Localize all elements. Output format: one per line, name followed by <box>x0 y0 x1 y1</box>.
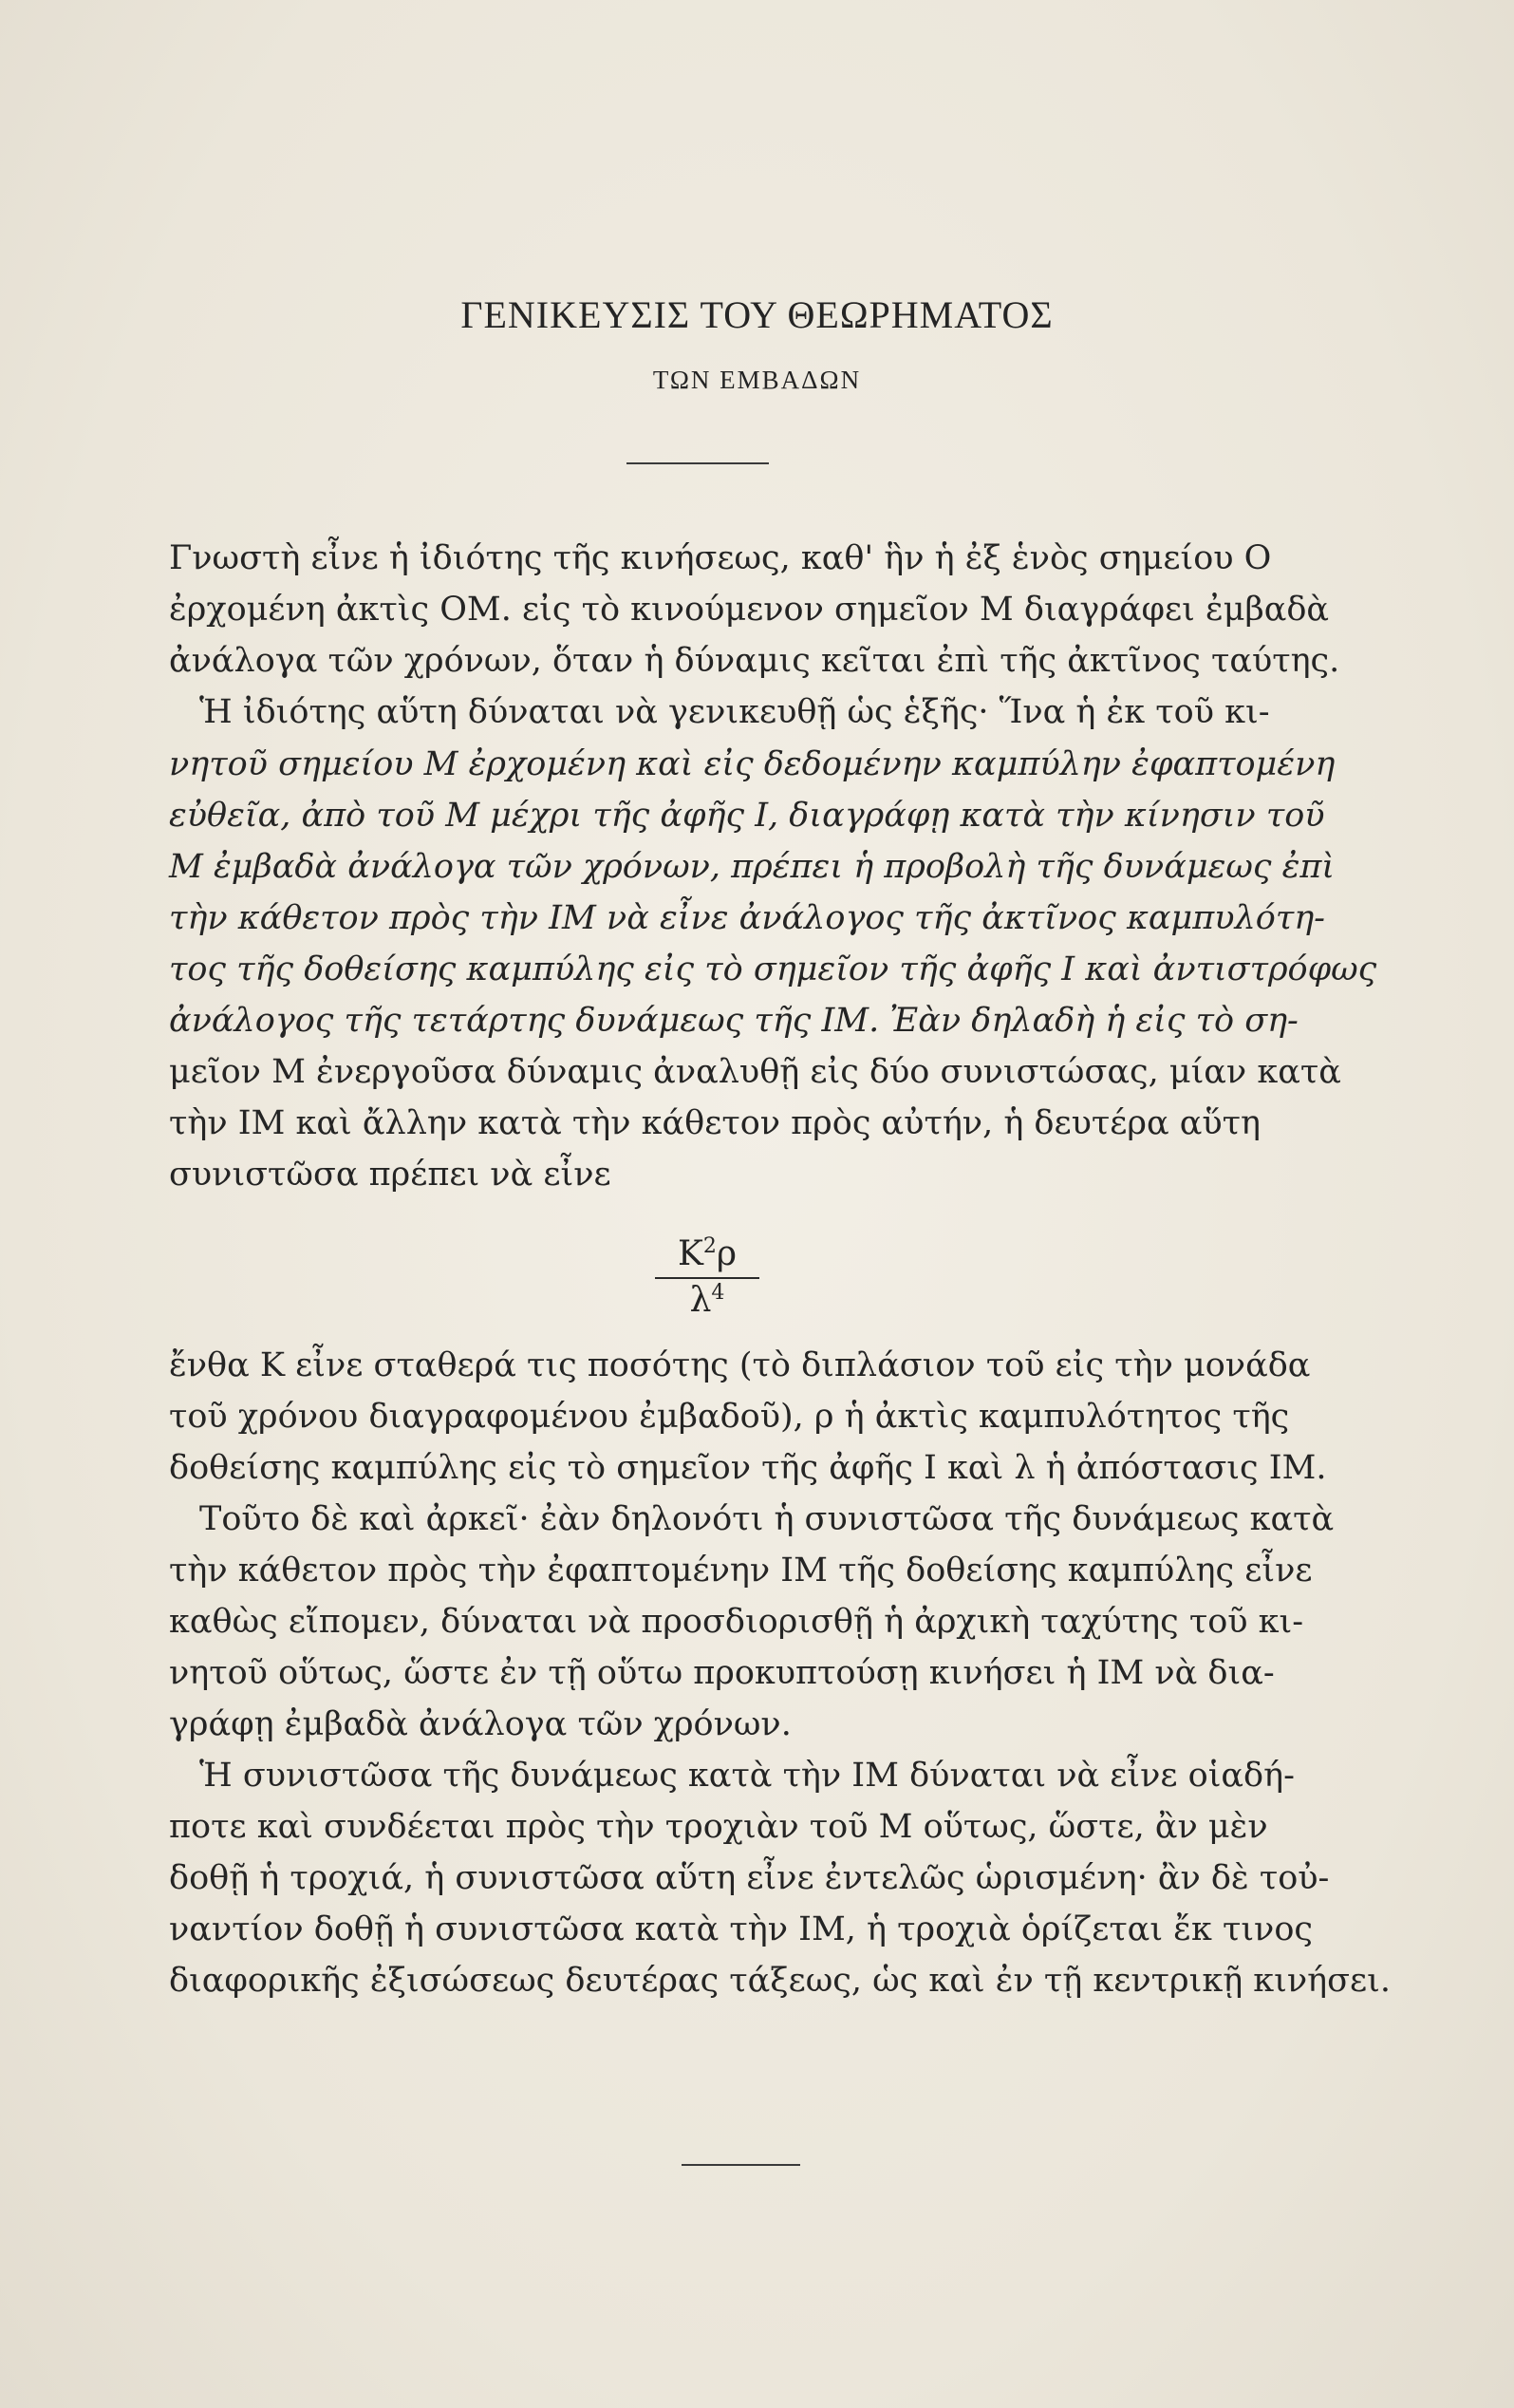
text-line: μεῖον M ἐνεργοῦσα δύναμις ἀναλυθῇ εἰς δύο συνιστώσας, μίαν κατὰ <box>169 1053 1341 1091</box>
text-line: γράφῃ ἐμβαδὰ ἀνάλογα τῶν χρόνων. <box>169 1705 792 1743</box>
text-line: ἀνάλογος τῆς τετάρτης δυνάμεως τῆς IM. Ἐὰν δηλαδὴ ἡ εἰς τὸ ση- <box>169 1002 1299 1040</box>
text-line: δοθῇ ἡ τροχιά, ἡ συνιστῶσα αὕτη εἶνε ἐντελῶς ὡρισμένη· ἂν δὲ τοὐ- <box>169 1859 1330 1897</box>
text-line: τὴν κάθετον πρὸς τὴν IM νὰ εἶνε ἀνάλογος τῆς ἀκτῖνος καμπυλότη- <box>169 899 1325 937</box>
text-line: νητοῦ σημείου M ἐρχομένη καὶ εἰς δεδομένην καμπύλην ἐφαπτομένη <box>169 745 1336 783</box>
text-line: Ἡ συνιστῶσα τῆς δυνάμεως κατὰ τὴν IM δύναται νὰ εἶνε οἱαδή- <box>199 1757 1295 1795</box>
text-line: ἐρχομένη ἀκτὶς OM. εἰς τὸ κινούμενον σημεῖον M διαγράφει ἐμβαδὰ <box>169 591 1330 629</box>
text-line: M ἐμβαδὰ ἀνάλογα τῶν χρόνων, πρέπει ἡ προβολὴ τῆς δυνάμεως ἐπὶ <box>169 848 1336 886</box>
text-line: ἀνάλογα τῶν χρόνων, ὅταν ἡ δύναμις κεῖται ἐπὶ τῆς ἀκτῖνος ταύτης. <box>169 642 1340 680</box>
formula-numerator: $K^2\rho$ <box>655 1234 759 1279</box>
chapter-title: ΓΕΝΙΚΕΥΣΙΣ ΤΟΥ ΘΕΩΡΗΜΑΤΟΣ <box>460 293 1054 336</box>
text-line: δοθείσης καμπύλης εἰς τὸ σημεῖον τῆς ἀφῆς I καὶ λ ἡ ἀπόστασις IM. <box>169 1449 1327 1487</box>
text-line: τὴν κάθετον πρὸς τὴν ἐφαπτομένην IM τῆς δοθείσης καμπύλης εἶνε <box>169 1552 1313 1590</box>
text-line: ποτε καὶ συνδέεται πρὸς τὴν τροχιὰν τοῦ M οὕτως, ὥστε, ἂν μὲν <box>169 1808 1268 1846</box>
text-line: Ἡ ἰδιότης αὕτη δύναται νὰ γενικευθῇ ὡς ἑξῆς· Ἵνα ἡ ἐκ τοῦ κι- <box>199 693 1270 731</box>
formula-denominator: $\lambda^4$ <box>689 1281 725 1320</box>
text-line: τὴν IM καὶ ἄλλην κατὰ τὴν κάθετον πρὸς αὐτήν, ἡ δευτέρα αὕτη <box>169 1104 1261 1142</box>
text-line: τοῦ χρόνου διαγραφομένου ἐμβαδοῦ), ρ ἡ ἀκτὶς καμπυλότητος τῆς <box>169 1398 1290 1436</box>
text-line: Τοῦτο δὲ καὶ ἀρκεῖ· ἐὰν δηλονότι ἡ συνιστῶσα τῆς δυνάμεως κατὰ <box>199 1500 1335 1538</box>
text-line: συνιστῶσα πρέπει νὰ εἶνε <box>169 1156 611 1194</box>
chapter-subtitle: ΤΩΝ ΕΜΒΑΔΩΝ <box>652 366 862 394</box>
text-line: ναντίον δοθῇ ἡ συνιστῶσα κατὰ τὴν IM, ἡ τροχιὰ ὁρίζεται ἔκ τινος <box>169 1910 1313 1948</box>
text-line: εὐθεῖα, ἀπὸ τοῦ M μέχρι τῆς ἀφῆς I, διαγράφῃ κατὰ τὴν κίνησιν τοῦ <box>169 797 1325 835</box>
title-divider <box>626 462 769 464</box>
text-line: τος τῆς δοθείσης καμπύλης εἰς τὸ σημεῖον τῆς ἀφῆς I καὶ ἀντιστρόφως <box>169 950 1377 988</box>
end-divider <box>682 2164 800 2166</box>
text-line: Γνωστὴ εἶνε ἡ ἰδιότης τῆς κινήσεως, καθ' ἣν ἡ ἐξ ἑνὸς σημείου O <box>169 539 1272 577</box>
text-line: ἔνθα K εἶνε σταθερά τις ποσότης (τὸ διπλάσιον τοῦ εἰς τὴν μονάδα <box>169 1346 1311 1384</box>
text-line: διαφορικῆς ἐξισώσεως δευτέρας τάξεως, ὡς καὶ ἐν τῇ κεντρικῇ κινήσει. <box>169 1962 1392 2000</box>
text-line: καθὼς εἴπομεν, δύναται νὰ προσδιορισθῇ ἡ ἀρχικὴ ταχύτης τοῦ κι- <box>169 1603 1304 1641</box>
text-line: νητοῦ οὕτως, ὥστε ἐν τῇ οὕτω προκυπτούσῃ κινήσει ἡ IM νὰ δια- <box>169 1654 1275 1692</box>
formula-fraction <box>655 1234 759 1320</box>
